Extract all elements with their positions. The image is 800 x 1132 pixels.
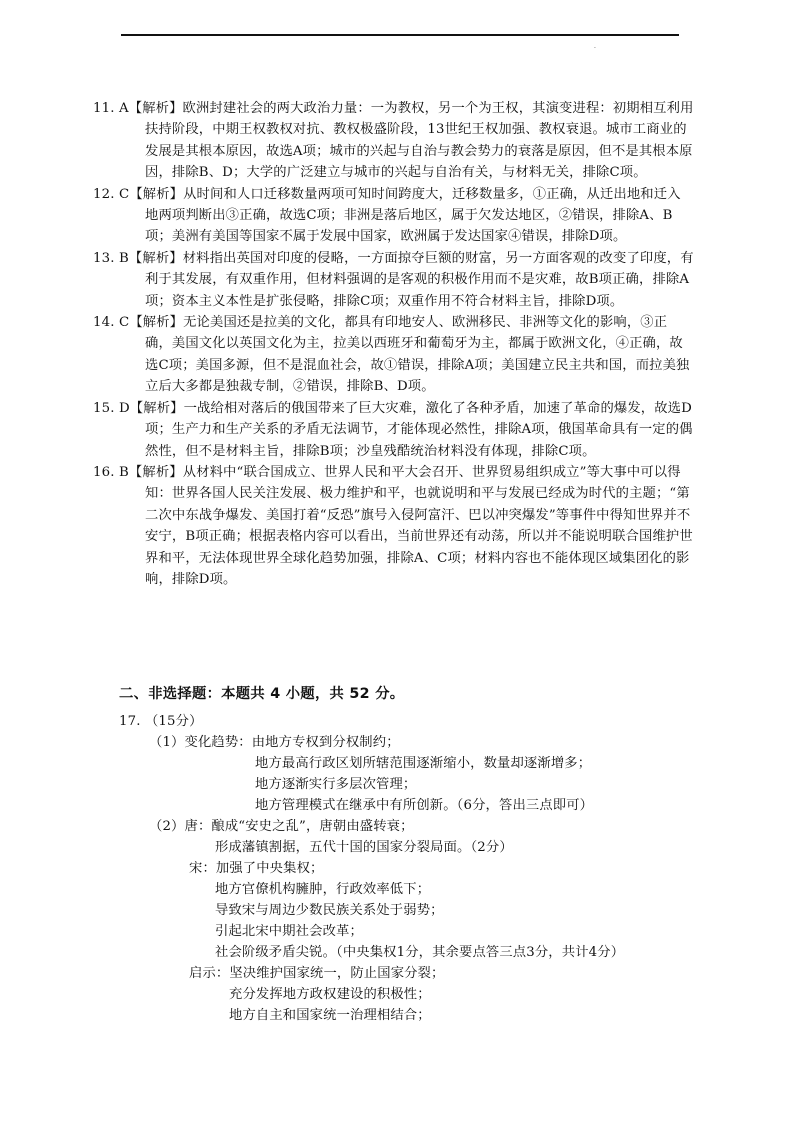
song-label: 宋：加强了中央集权； xyxy=(189,861,324,876)
choice-analysis-list xyxy=(93,98,694,590)
item-text: C【解析】从时间和人口迁移数量两项可知时间跨度大，迁移数量多，①正确，从迁出地和迁入地两项判断出③正确，故选C项；非洲是落后地区，属于欠发达地区，②错误，排除A、B项；美洲有美国等国家不属于发展中国家，欧洲属于发达国家④错误，排除D项。 xyxy=(119,186,681,245)
analysis-item-13: 13. B【解析】材料指出英国对印度的侵略，一方面掠夺巨额的财富，另一方面客观的改变了印度，有利于其发展，有双重作用，但材料强调的是客观的积极作用而不是灾难，故B项正确，排除A项；资本主义本性是扩张侵略，排除C项；双重作用不符合材料主旨，排除D项。 xyxy=(93,250,694,309)
qishi-point: 充分发挥地方政权建设的积极性； xyxy=(229,987,431,1002)
song-point: 地方官僚机构臃肿，行政效率低下； xyxy=(215,882,431,897)
part1-point: 地方最高行政区划所辖范围逐渐缩小，数量却逐渐增多； xyxy=(255,756,592,771)
analysis-item-14: 14. C【解析】无论美国还是拉美的文化，都具有印地安人、欧洲移民、非洲等文化的影响，③正确，美国文化以英国文化为主，拉美以西班牙和葡萄牙为主，都属于欧洲文化，④正确，故选C项；美国多源，但不是混血社会，故①错误，排除A项；美国建立民主共和国，而拉美独立后大多都是独裁专制，②错误，排除B、D项。 xyxy=(93,315,690,395)
analysis-item-11: 11. A【解析】欧洲封建社会的两大政治力量：一为教权，另一个为王权，其演变进程：初期相互利用扶持阶段，中期王权教权对抗、教权极盛阶段，13世纪王权加强、教权衰退。城市工商业的发展是其根本原因，故选A项；城市的兴起与自治与教会势力的衰落是原因，但不是其根本原因，排除B、D；大学的广泛建立与城市的兴起与自治有关，与材料无关，排除C项。 xyxy=(93,101,694,181)
analysis-item-15: 15. D【解析】一战给相对落后的俄国带来了巨大灾难，激化了各种矛盾，加速了革命的爆发，故选D项；生产力和生产关系的矛盾无法调节，才能体现必然性，排除A项，俄国革命具有一定的偶然性，但不是材料主旨，排除B项；沙皇残酷统治材料没有体现，排除C项。 xyxy=(93,400,693,459)
analysis-item-12: 12. C【解析】从时间和人口迁移数量两项可知时间跨度大，迁移数量多，①正确，从迁出地和迁入地两项判断出③正确，故选C项；非洲是落后地区，属于欠发达地区，②错误，排除A、B项；美洲有美国等国家不属于发展中国家，欧洲属于发达国家④错误，排除D项。 xyxy=(93,186,681,245)
qishi-point: 地方自主和国家统一治理相结合； xyxy=(229,1008,431,1023)
analysis-item-16: 16. B【解析】从材料中“联合国成立、世界人民和平大会召开、世界贸易组织成立”等大事中可以得知：世界各国人民关注发展、极力维护和平，也就说明和平与发展已经成为时代的主题；“第二次中东战争爆发、美国打着“反恐”旗号入侵阿富汗、巴以冲突爆发”等事件中得知世界并不安宁，B项正确；根据表格内容可以看出，当前世界还有动荡，所以并不能说明联合国维护世界和平，无法体现世界全球化趋势加强，排除A、C项；材料内容也不能体现区域集团化的影响，排除D项。 xyxy=(93,464,693,587)
part2-label: （2）唐：酿成“安史之乱”，唐朝由盛转衰； xyxy=(149,819,414,834)
song-point: 社会阶级矛盾尖锐。（中央集权1分，其余要点答三点3分，共计4分） xyxy=(215,945,625,960)
tang-point: 形成藩镇割据，五代十国的国家分裂局面。（2分） xyxy=(215,840,513,855)
song-point: 导致宋与周边少数民族关系处于弱势； xyxy=(215,903,444,918)
part1-point: 地方逐渐实行多层次管理； xyxy=(255,777,417,792)
qishi-label: 启示：坚决维护国家统一，防止国家分裂； xyxy=(189,966,445,981)
section-title: 二、非选择题：本题共 4 小题，共 52 分。 xyxy=(119,686,405,702)
item-text: B【解析】从材料中“联合国成立、世界人民和平大会召开、世界贸易组织成立”等大事中可以得知：世界各国人民关注发展、极力维护和平，也就说明和平与发展已经成为时代的主题；“第二次中东战争爆发、美国打着“反恐”旗号入侵阿富汗、巴以冲突爆发”等事件中得知世界并不安宁，B项正确；根据表格内容可以看出，当前世界还有动荡，所以并不能说明联合国维护世界和平，无法体现世界全球化趋势加强，排除A、C项；材料内容也不能体现区域集团化的影响，排除D项。 xyxy=(119,464,693,587)
corner-mark: . xyxy=(594,43,596,50)
item-text: D【解析】一战给相对落后的俄国带来了巨大灾难，激化了各种矛盾，加速了革命的爆发，故选D项；生产力和生产关系的矛盾无法调节，才能体现必然性，排除A项，俄国革命具有一定的偶然性，但不是材料主旨，排除B项；沙皇残酷统治材料没有体现，排除C项。 xyxy=(119,400,693,459)
song-point: 引起北宋中期社会改革； xyxy=(215,924,363,939)
item-text: C【解析】无论美国还是拉美的文化，都具有印地安人、欧洲移民、非洲等文化的影响，③正确，美国文化以英国文化为主，拉美以西班牙和葡萄牙为主，都属于欧洲文化，④正确，故选C项；美国多源，但不是混血社会，故①错误，排除A项；美国建立民主共和国，而拉美独立后大多都是独裁专制，②错误，排除B、D项。 xyxy=(119,315,690,395)
header-rule xyxy=(121,34,679,36)
part1-point: 地方管理模式在继承中有所创新。（6分，答出三点即可） xyxy=(255,798,594,813)
q17-header: 17. （15分） xyxy=(119,714,203,729)
part1-label: （1）变化趋势：由地方专权到分权制约； xyxy=(149,735,400,750)
item-text: A【解析】欧洲封建社会的两大政治力量：一为教权，另一个为王权，其演变进程：初期相互利用扶持阶段，中期王权教权对抗、教权极盛阶段，13世纪王权加强、教权衰退。城市工商业的发展是其根本原因，故选A项；城市的兴起与自治与教会势力的衰落是原因，但不是其根本原因，排除B、D；大学的广泛建立与城市的兴起与自治有关，与材料无关，排除C项。 xyxy=(119,101,694,181)
item-text: B【解析】材料指出英国对印度的侵略，一方面掠夺巨额的财富，另一方面客观的改变了印度，有利于其发展，有双重作用，但材料强调的是客观的积极作用而不是灾难，故B项正确，排除A项；资本主义本性是扩张侵略，排除C项；双重作用不符合材料主旨，排除D项。 xyxy=(119,250,694,309)
